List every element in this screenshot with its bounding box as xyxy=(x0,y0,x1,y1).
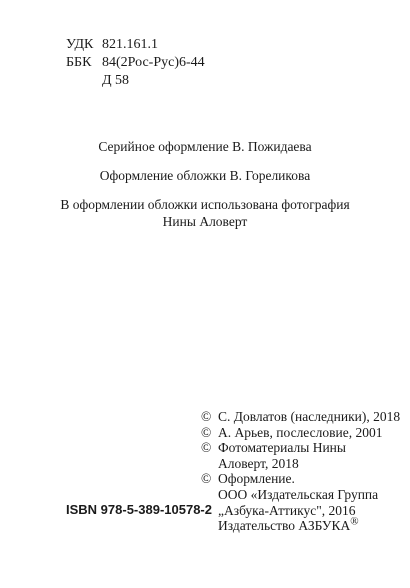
author-mark-row xyxy=(66,72,205,90)
copyright-line: Аловерт, 2018 xyxy=(218,455,299,471)
copyright-symbol: © xyxy=(201,409,212,424)
copyright-line: Оформление. xyxy=(218,471,295,487)
copyright-line: Фотоматериалы Нины xyxy=(218,440,346,456)
spacer xyxy=(0,184,410,196)
registered-mark: ® xyxy=(350,515,359,528)
spacer xyxy=(0,155,410,167)
copyright-notice xyxy=(201,425,400,441)
copyright-text xyxy=(218,409,400,425)
publisher-line xyxy=(218,515,378,534)
photo-credit-line-1: В оформлении обложки использована фотография xyxy=(60,197,350,212)
classification-block xyxy=(66,36,205,90)
copyright-line: А. Арьев, послесловие, 2001 xyxy=(218,424,383,440)
author-mark: Д 58 xyxy=(102,73,130,88)
copyright-text xyxy=(218,471,378,533)
isbn: ISBN 978-5-389-10578-2 xyxy=(66,502,212,517)
copyright-symbol: © xyxy=(201,424,212,440)
udk-key: УДК xyxy=(66,37,94,52)
publisher-name: Издательство АЗБУКА xyxy=(218,518,351,534)
author-mark-indent xyxy=(66,72,102,90)
copyright-symbol: © xyxy=(201,471,212,487)
copyright-text xyxy=(218,440,346,471)
udk-row xyxy=(66,36,205,54)
series-design-credit: Серийное оформление В. Пожидаева xyxy=(98,139,312,154)
copyright-symbol: © xyxy=(201,440,212,456)
bbk-row xyxy=(66,54,205,72)
copyright-line: „Азбука-Аттикус", 2016 xyxy=(218,502,356,518)
cover-design-credit: Оформление обложки В. Гореликова xyxy=(99,168,311,183)
copyright-line: С. Довлатов (наследники), 2018 xyxy=(218,409,401,424)
copyright-notice xyxy=(201,409,400,425)
bbk-value: 84(2Рос-Рус)6-44 xyxy=(102,55,205,70)
copyright-notices xyxy=(201,409,400,534)
photo-credit-line-2: Нины Аловерт xyxy=(162,214,248,229)
copyright-notice xyxy=(201,440,400,471)
copyright-notice xyxy=(201,471,400,533)
bbk-key: ББК xyxy=(66,55,92,70)
udk-value: 821.161.1 xyxy=(102,37,158,52)
copyright-text xyxy=(218,425,382,441)
credits-block xyxy=(0,138,410,230)
copyright-line: ООО «Издательская Группа xyxy=(218,486,379,502)
